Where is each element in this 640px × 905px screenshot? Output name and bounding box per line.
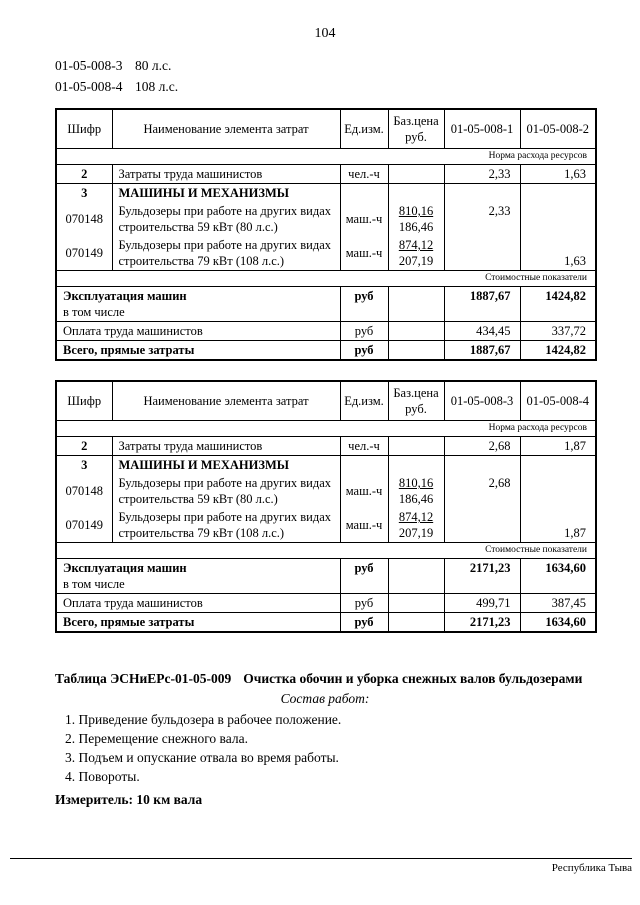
cell-base-price xyxy=(388,474,444,508)
cell-value: 337,72 xyxy=(520,322,596,341)
cell-value: 2,33 xyxy=(444,165,520,184)
cell-unit: руб xyxy=(340,322,388,341)
variant-item xyxy=(55,55,595,76)
cell-name xyxy=(56,287,340,322)
cost-table xyxy=(55,108,597,361)
header-code: Шифр xyxy=(56,381,112,421)
cell-code: 2 xyxy=(56,437,112,456)
table-row xyxy=(56,341,596,361)
cell-value xyxy=(444,184,520,203)
table-row xyxy=(56,184,596,203)
cell-base-price xyxy=(388,236,444,271)
header-col2: 01-05-008-2 xyxy=(520,109,596,149)
variant-code: 01-05-008-3 xyxy=(55,58,123,73)
cell-value: 499,71 xyxy=(444,594,520,613)
measure-label: Измеритель: 10 км вала xyxy=(55,792,203,807)
cell-value xyxy=(520,456,596,475)
works-list xyxy=(55,710,595,786)
cell-base-price xyxy=(388,437,444,456)
cell-value: 1424,82 xyxy=(520,287,596,322)
cell-value: 2,68 xyxy=(444,474,520,508)
table-row xyxy=(56,236,596,271)
cell-value: 2,33 xyxy=(444,202,520,236)
norm-section-label: Норма расхода ресурсов xyxy=(56,149,596,165)
norm-section-label: Норма расхода ресурсов xyxy=(56,421,596,437)
cell-code: 070148 xyxy=(56,202,112,236)
cell-unit: руб xyxy=(340,559,388,594)
table-row xyxy=(56,437,596,456)
cost-row-sublabel: в том числе xyxy=(63,305,125,319)
header-unit: Ед.изм. xyxy=(340,109,388,149)
cell-value xyxy=(444,508,520,543)
cell-value: 1887,67 xyxy=(444,341,520,361)
cell-base-price xyxy=(388,184,444,203)
cell-base-price xyxy=(388,508,444,543)
cost-section-label: Стоимостные показатели xyxy=(56,543,596,559)
variant-list xyxy=(55,55,595,97)
cost-table xyxy=(55,380,597,633)
cell-value xyxy=(520,184,596,203)
price-numerator: 810,16 xyxy=(398,476,434,490)
tables-area xyxy=(55,108,595,633)
work-item: 1. Приведение бульдозера в рабочее положение. xyxy=(65,712,342,727)
cell-unit: маш.-ч xyxy=(340,236,388,271)
cell-value xyxy=(444,236,520,271)
cost-section-label: Стоимостные показатели xyxy=(56,271,596,287)
cell-name: Бульдозеры при работе на других видах строительства 59 кВт (80 л.с.) xyxy=(112,474,340,508)
cell-unit: чел.-ч xyxy=(340,165,388,184)
cell-code: 3 xyxy=(56,184,112,203)
cell-base-price xyxy=(388,322,444,341)
cell-base-price xyxy=(388,559,444,594)
header-col1: 01-05-008-3 xyxy=(444,381,520,421)
cell-value: 1,87 xyxy=(520,437,596,456)
footer-region: Республика Тыва xyxy=(551,862,632,874)
variant-power: 108 л.с. xyxy=(135,79,179,94)
cell-base-price xyxy=(388,613,444,633)
cell-base-price xyxy=(388,456,444,475)
cost-row-label: Оплата труда машинистов xyxy=(63,596,203,610)
cell-base-price xyxy=(388,341,444,361)
table-row xyxy=(56,508,596,543)
cell-name: МАШИНЫ И МЕХАНИЗМЫ xyxy=(112,184,340,203)
table-row xyxy=(56,165,596,184)
work-item: 4. Повороты. xyxy=(65,769,140,784)
cell-code: 070149 xyxy=(56,236,112,271)
cell-name: Затраты труда машинистов xyxy=(112,437,340,456)
header-code: Шифр xyxy=(56,109,112,149)
price-denominator: 207,19 xyxy=(398,526,434,540)
works-label: Состав работ: xyxy=(280,691,370,706)
cell-value xyxy=(444,456,520,475)
cell-code: 070149 xyxy=(56,508,112,543)
cost-row-label: Эксплуатация машин xyxy=(63,289,187,303)
header-unit: Ед.изм. xyxy=(340,381,388,421)
table-row xyxy=(56,202,596,236)
cell-unit: маш.-ч xyxy=(340,474,388,508)
cell-unit: маш.-ч xyxy=(340,508,388,543)
cell-value xyxy=(520,202,596,236)
cost-row-label: Эксплуатация машин xyxy=(63,561,187,575)
header-name: Наименование элемента затрат xyxy=(112,381,340,421)
cell-name xyxy=(56,613,340,633)
cell-name: Бульдозеры при работе на других видах строительства 79 кВт (108 л.с.) xyxy=(112,508,340,543)
cell-value: 1887,67 xyxy=(444,287,520,322)
price-denominator: 207,19 xyxy=(398,254,434,268)
table-row xyxy=(56,322,596,341)
table-title: Очистка обочин и уборка снежных валов бульдозерами xyxy=(243,671,583,686)
strip-row xyxy=(56,543,596,559)
cell-value: 1634,60 xyxy=(520,613,596,633)
header-base-price: Баз.цена руб. xyxy=(388,109,444,149)
price-numerator: 874,12 xyxy=(398,510,434,524)
cell-value: 1634,60 xyxy=(520,559,596,594)
cost-row-label: Всего, прямые затраты xyxy=(63,615,195,629)
cell-value: 2171,23 xyxy=(444,613,520,633)
section-title xyxy=(55,671,595,687)
cost-row-label: Всего, прямые затраты xyxy=(63,343,195,357)
price-numerator: 874,12 xyxy=(398,238,434,252)
cell-unit: руб xyxy=(340,341,388,361)
price-denominator: 186,46 xyxy=(398,492,434,506)
cell-unit: маш.-ч xyxy=(340,202,388,236)
table-row xyxy=(56,594,596,613)
page-number: 104 xyxy=(314,26,336,41)
variant-code: 01-05-008-4 xyxy=(55,79,123,94)
cell-value: 1424,82 xyxy=(520,341,596,361)
cost-row-label: Оплата труда машинистов xyxy=(63,324,203,338)
cell-base-price xyxy=(388,165,444,184)
cell-value xyxy=(520,474,596,508)
cell-value: 2171,23 xyxy=(444,559,520,594)
cell-value: 2,68 xyxy=(444,437,520,456)
header-col1: 01-05-008-1 xyxy=(444,109,520,149)
table-row xyxy=(56,559,596,594)
cell-name xyxy=(56,594,340,613)
header-name: Наименование элемента затрат xyxy=(112,109,340,149)
cell-unit: руб xyxy=(340,287,388,322)
cell-code: 2 xyxy=(56,165,112,184)
page-footer xyxy=(10,858,632,874)
cell-unit: руб xyxy=(340,594,388,613)
cell-name: Бульдозеры при работе на других видах строительства 79 кВт (108 л.с.) xyxy=(112,236,340,271)
table-row xyxy=(56,287,596,322)
cell-code: 070148 xyxy=(56,474,112,508)
next-table-section xyxy=(55,671,595,808)
cell-unit xyxy=(340,184,388,203)
cell-name xyxy=(56,322,340,341)
cell-base-price xyxy=(388,594,444,613)
cell-base-price xyxy=(388,202,444,236)
strip-row xyxy=(56,421,596,437)
cell-value: 1,87 xyxy=(520,508,596,543)
header-col2: 01-05-008-4 xyxy=(520,381,596,421)
cell-name xyxy=(56,559,340,594)
cell-name: Затраты труда машинистов xyxy=(112,165,340,184)
table-header-row xyxy=(56,109,596,149)
cell-base-price xyxy=(388,287,444,322)
cost-row-sublabel: в том числе xyxy=(63,577,125,591)
cell-unit xyxy=(340,456,388,475)
table-row xyxy=(56,474,596,508)
header-base-price: Баз.цена руб. xyxy=(388,381,444,421)
cell-name: Бульдозеры при работе на других видах строительства 59 кВт (80 л.с.) xyxy=(112,202,340,236)
strip-row xyxy=(56,149,596,165)
price-numerator: 810,16 xyxy=(398,204,434,218)
cell-value: 387,45 xyxy=(520,594,596,613)
table-row xyxy=(56,456,596,475)
cell-value: 434,45 xyxy=(444,322,520,341)
price-denominator: 186,46 xyxy=(398,220,434,234)
variant-item xyxy=(55,76,595,97)
cell-unit: чел.-ч xyxy=(340,437,388,456)
table-id: Таблица ЭСНиЕРс-01-05-009 xyxy=(55,671,232,686)
strip-row xyxy=(56,271,596,287)
cell-value: 1,63 xyxy=(520,165,596,184)
cell-name: МАШИНЫ И МЕХАНИЗМЫ xyxy=(112,456,340,475)
cell-code: 3 xyxy=(56,456,112,475)
table-row xyxy=(56,613,596,633)
table-header-row xyxy=(56,381,596,421)
cell-name xyxy=(56,341,340,361)
work-item: 2. Перемещение снежного вала. xyxy=(65,731,248,746)
cell-value: 1,63 xyxy=(520,236,596,271)
cell-unit: руб xyxy=(340,613,388,633)
work-item: 3. Подъем и опускание отвала во время работы. xyxy=(65,750,339,765)
variant-power: 80 л.с. xyxy=(135,58,172,73)
